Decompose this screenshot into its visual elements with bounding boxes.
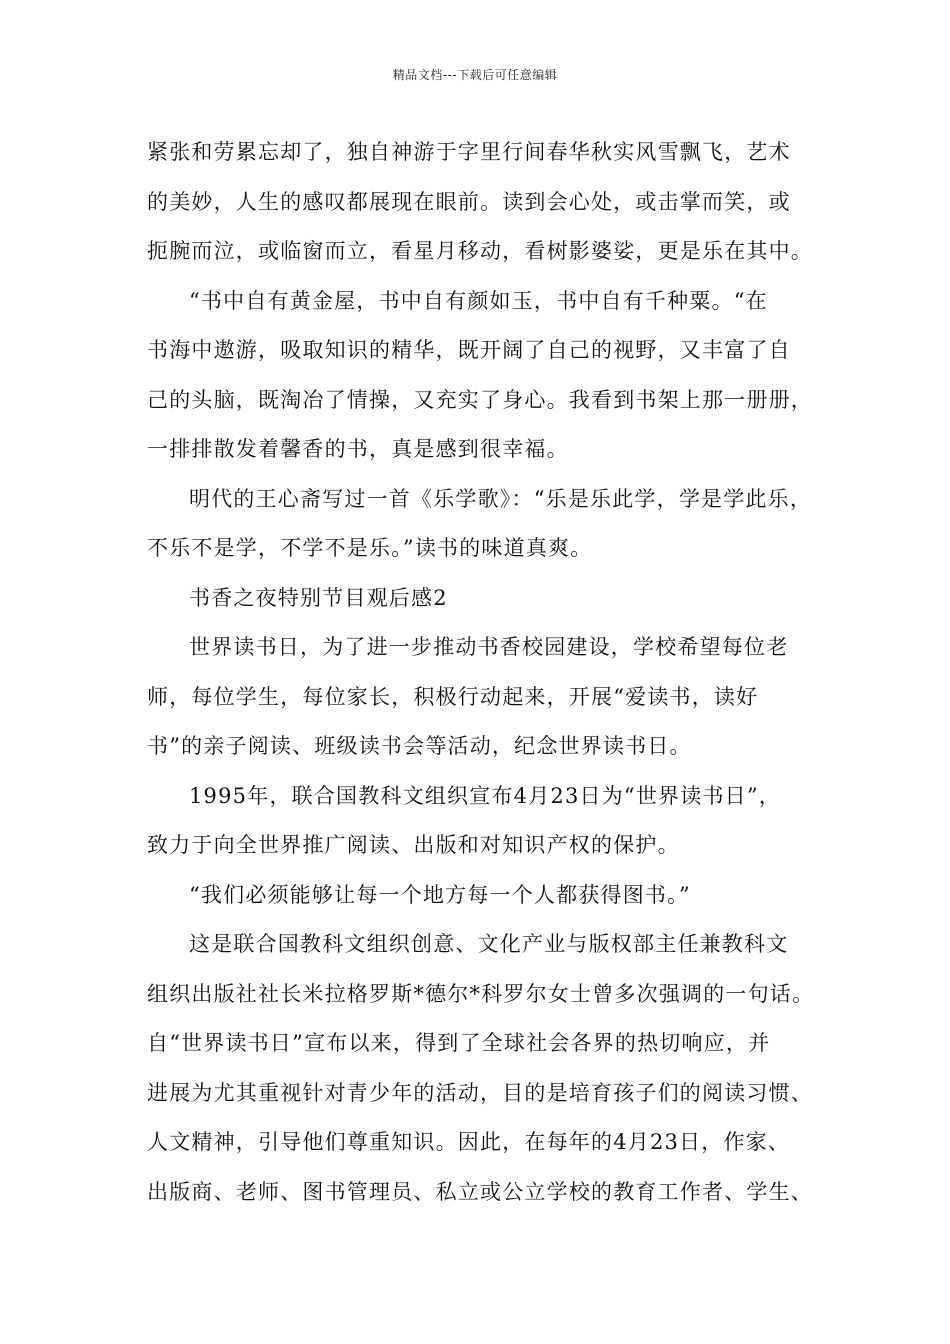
paragraph-start-line: “书中自有黄金屋，书中自有颜如玉，书中自有千种粟。“在 (189, 288, 768, 313)
text-line: 自“世界读书日”宣布以来，得到了全球社会各界的热切响应，并 (147, 1031, 771, 1055)
document-body (147, 128, 827, 1217)
paragraph-start-line: 这是联合国教科文组织创意、文化产业与版权部主任兼教科文 (189, 932, 789, 956)
text-line: 的美妙，人生的感叹都展现在眼前。读到会心处，或击掌而笑，或 (147, 189, 791, 214)
quote-line: “我们必须能够让每一个地方每一个人都获得图书。” (189, 882, 691, 907)
text-line: 书”的亲子阅读、班级读书会等活动，纪念世界读书日。 (147, 734, 692, 758)
text-line: 致力于向全世界推广阅读、出版和对知识产权的保护。 (147, 833, 680, 857)
text-line: 己的头脑，既淘冶了情操，又充实了身心。我看到书架上那一册册， (147, 387, 813, 412)
text-line: 组织出版社社长米拉格罗斯*德尔*科罗尔女士曾多次强调的一句话。 (147, 981, 815, 1006)
text-line: 扼腕而泣，或临窗而立，看星月移动，看树影婆娑，更是乐在其中。 (147, 239, 813, 263)
paragraph-start-line: 明代的王心斋写过一首《乐学歌》：“乐是乐此学，学是学此乐， (189, 486, 813, 511)
text-line: 进展为尤其重视针对青少年的活动，目的是培育孩子们的阅读习惯、 (147, 1080, 813, 1105)
text-line: 书海中遨游，吸取知识的精华，既开阔了自己的视野，又丰富了自 (147, 338, 791, 362)
text-line: 紧张和劳累忘却了，独自神游于字里行间春华秋实风雪飘飞，艺术 (147, 140, 791, 164)
section-title: 书香之夜特别节目观后感2 (189, 585, 448, 610)
paragraph-start-line: 1995年，联合国教科文组织宣布4月23日为“世界读书日”， (189, 783, 781, 808)
text-line: 人文精神，引导他们尊重知识。因此，在每年的4月23日，作家、 (147, 1130, 791, 1154)
page-header: 精品文档---下载后可任意编辑 (392, 68, 558, 82)
text-line: 一排排散发着馨香的书，真是感到很幸福。 (147, 437, 569, 461)
text-line: 不乐不是学，不学不是乐。”读书的味道真爽。 (147, 536, 593, 560)
paragraph-start-line: 世界读书日，为了进一步推动书香校园建设，学校希望每位老 (189, 635, 789, 659)
text-line: 师，每位学生，每位家长，积极行动起来，开展“爱读书，读好 (147, 684, 759, 709)
text-line: 出版商、老师、图书管理员、私立或公立学校的教育工作者、学生、 (147, 1179, 813, 1204)
